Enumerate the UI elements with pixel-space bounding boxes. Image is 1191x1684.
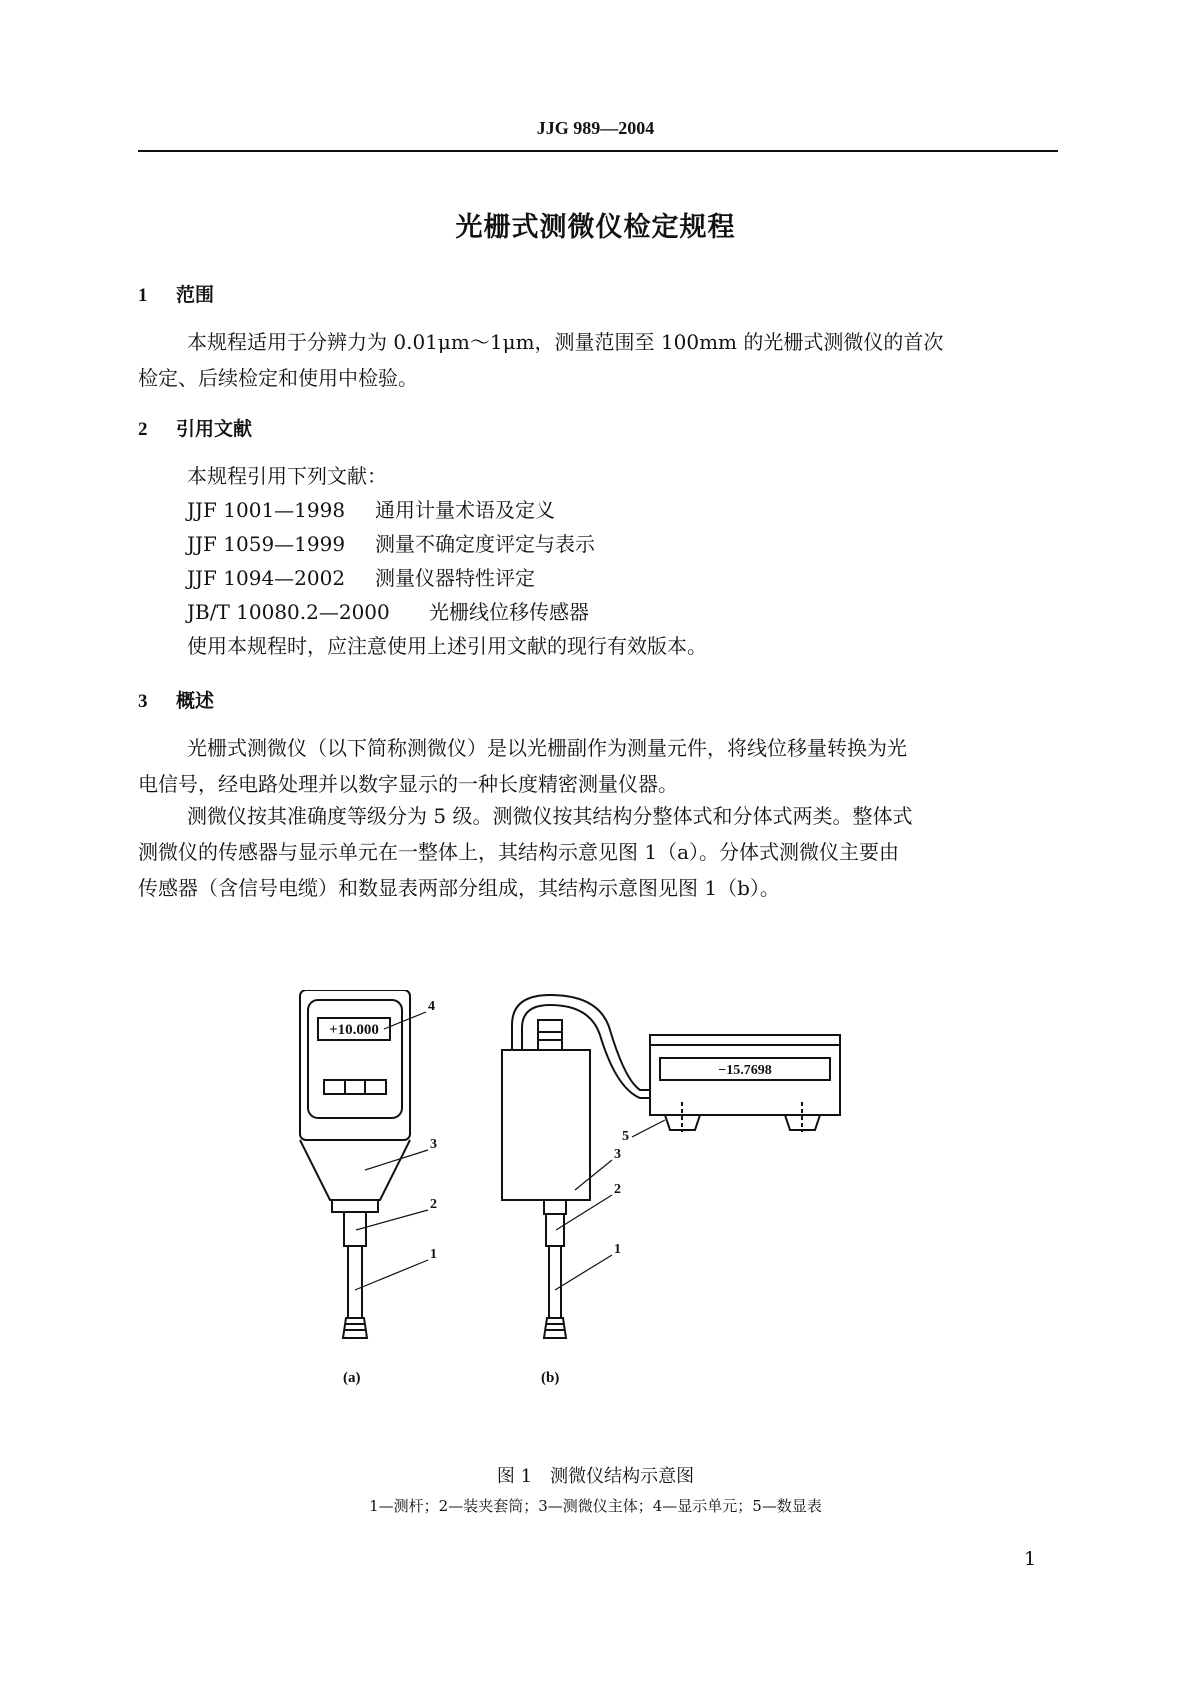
display-b-value: −15.7698 (718, 1063, 772, 1078)
clamping-sleeve (546, 1214, 564, 1246)
cable-connector (538, 1020, 562, 1050)
page-number: 1 (1024, 1548, 1037, 1570)
scope-line-2: 检定、后续检定和使用中检验。 (138, 366, 418, 390)
reference-code: JJF 1059—1999 (187, 532, 346, 556)
reference-title: 光栅线位移传感器 (429, 600, 589, 624)
reference-item (187, 560, 535, 596)
button-strip (324, 1080, 386, 1094)
reference-title: 测量仪器特性评定 (375, 566, 535, 590)
callout-number: 4 (428, 999, 435, 1014)
section-title: 范围 (176, 284, 215, 306)
sensor-drawing (502, 995, 650, 1338)
callout-number: 3 (430, 1137, 437, 1152)
overview-line: 传感器（含信号电缆）和数显表两部分组成，其结构示意图见图 1（b）。 (138, 876, 780, 900)
body-taper (300, 1140, 410, 1200)
scope-paragraph (138, 324, 1058, 396)
subfigure-label-b: (b) (541, 1370, 560, 1386)
reference-item (187, 526, 595, 562)
reference-code: JJF 1001—1998 (187, 498, 346, 522)
section-title: 概述 (176, 690, 215, 712)
callout-number: 1 (430, 1247, 437, 1262)
scope-line-1: 本规程适用于分辨力为 0.01μm～1μm，测量范围至 100mm 的光栅式测微仪的首次 (187, 330, 944, 354)
document-header-code: JJG 989—2004 (536, 118, 655, 138)
reference-title: 测量不确定度评定与表示 (375, 532, 595, 556)
section-1-heading (138, 280, 214, 307)
reference-item (187, 492, 555, 528)
display-a-value: +10.000 (329, 1022, 379, 1038)
overview-paragraph-1 (138, 730, 1058, 802)
section-title: 引用文献 (176, 418, 253, 440)
reference-code: JJF 1094—2002 (187, 566, 346, 590)
callout-number: 5 (622, 1129, 629, 1144)
section-2-heading (138, 414, 252, 441)
sensor-neck (544, 1200, 566, 1214)
overview-line: 电信号，经电路处理并以数字显示的一种长度精密测量仪器。 (138, 772, 678, 796)
measuring-rod (348, 1246, 362, 1318)
figure-caption: 图 1 测微仪结构示意图 (496, 1466, 695, 1487)
overview-line: 测微仪的传感器与显示单元在一整体上，其结构示意见图 1（a）。分体式测微仪主要由 (138, 840, 900, 864)
clamping-sleeve (344, 1212, 366, 1246)
integrated-micrometer-drawing (300, 990, 410, 1338)
measuring-rod (549, 1246, 561, 1318)
header-rule (138, 150, 1058, 152)
overview-line: 测微仪按其准确度等级分为 5 级。测微仪按其结构分整体式和分体式两类。整体式 (187, 804, 913, 828)
section-number: 3 (138, 691, 148, 712)
callout-number: 1 (614, 1242, 621, 1257)
section-number: 1 (138, 285, 148, 306)
probe-tip (544, 1318, 566, 1338)
probe-tip (343, 1318, 367, 1338)
callout-number: 2 (614, 1182, 621, 1197)
page-title: 光栅式测微仪检定规程 (455, 212, 736, 243)
subfigure-label-a: (a) (343, 1370, 361, 1386)
overview-paragraph-2 (138, 798, 1058, 906)
reference-code: JB/T 10080.2—2000 (187, 600, 390, 624)
micrometer-structure-figure (290, 990, 910, 1410)
figure-legend: 1—测杆；2—装夹套筒；3—测微仪主体；4—显示单元；5—数显表 (369, 1497, 822, 1515)
overview-line: 光栅式测微仪（以下简称测微仪）是以光栅副作为测量元件，将线位移量转换为光 (187, 736, 907, 760)
body-neck (332, 1200, 378, 1212)
callout-number: 3 (614, 1147, 621, 1162)
reference-item (187, 594, 589, 630)
reference-title: 通用计量术语及定义 (375, 498, 555, 522)
section-number: 2 (138, 419, 148, 440)
sensor-body (502, 1050, 590, 1200)
section-3-heading (138, 686, 214, 713)
callout-number: 2 (430, 1197, 437, 1212)
references-note: 使用本规程时，应注意使用上述引用文献的现行有效版本。 (187, 634, 707, 658)
references-intro: 本规程引用下列文献： (187, 464, 387, 488)
digital-display-unit-drawing (650, 1035, 840, 1132)
